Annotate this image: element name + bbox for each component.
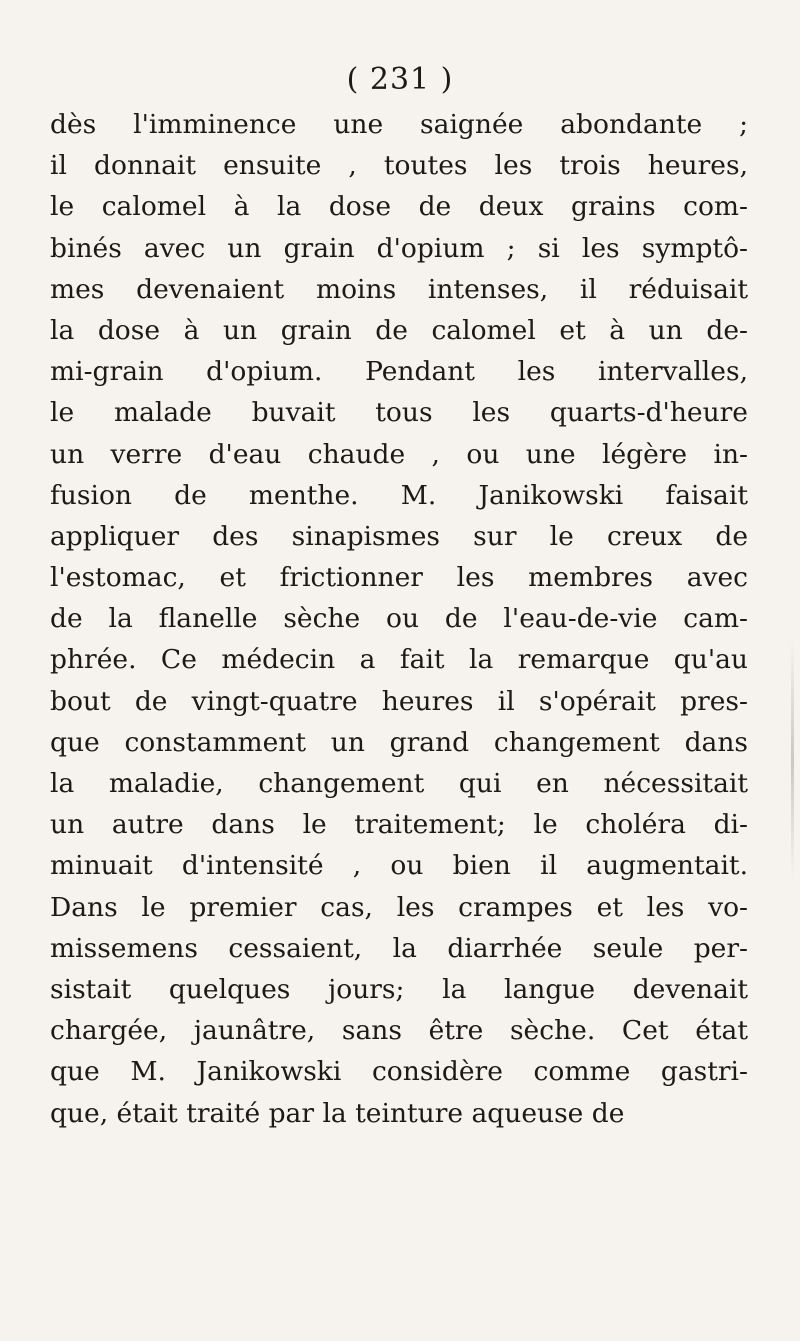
body-text — [50, 104, 748, 1134]
text-line: la dose à un grain de calomel et à un de- — [50, 314, 748, 346]
page-edge-shadow — [791, 640, 794, 880]
text-line: mi-grain d'opium. Pendant les intervalles, — [50, 356, 748, 388]
text-line: chargée, jaunâtre, sans être sèche. Cet état — [50, 1015, 748, 1047]
text-line: l'estomac, et frictionner les membres avec — [50, 562, 748, 594]
text-line: il donnait ensuite , toutes les trois heures, — [50, 150, 748, 182]
text-line: dès l'imminence une saignée abondante ; — [50, 109, 748, 140]
text-line: le calomel à la dose de deux grains com- — [50, 191, 748, 223]
text-line: appliquer des sinapismes sur le creux de — [50, 520, 748, 552]
text-line: que, était traité par la teinture aqueuse de — [50, 1097, 625, 1129]
text-line: fusion de menthe. M. Janikowski faisait — [50, 479, 748, 511]
page-number: ( 231 ) — [346, 62, 454, 97]
text-line: un verre d'eau chaude , ou une légère in- — [50, 438, 748, 470]
text-line: que M. Janikowski considère comme gastri- — [50, 1056, 748, 1088]
text-line: mes devenaient moins intenses, il réduisait — [50, 273, 748, 305]
text-line: binés avec un grain d'opium ; si les symptô- — [50, 232, 748, 264]
text-line: Dans le premier cas, les crampes et les vo- — [50, 891, 748, 923]
text-line: sistait quelques jours; la langue devenait — [50, 973, 748, 1005]
text-line: que constamment un grand changement dans — [50, 726, 748, 758]
text-line: missemens cessaient, la diarrhée seule per- — [50, 932, 748, 964]
text-line: la maladie, changement qui en nécessitait — [50, 768, 748, 799]
text-line: un autre dans le traitement; le choléra di- — [50, 809, 748, 841]
text-line: phrée. Ce médecin a fait la remarque qu'au — [50, 644, 748, 676]
text-line: bout de vingt-quatre heures il s'opérait pres- — [50, 685, 748, 717]
text-line: minuait d'intensité , ou bien il augmentait. — [50, 850, 748, 882]
text-line: le malade buvait tous les quarts-d'heure — [50, 397, 748, 429]
text-line: de la flanelle sèche ou de l'eau-de-vie cam- — [50, 603, 748, 635]
